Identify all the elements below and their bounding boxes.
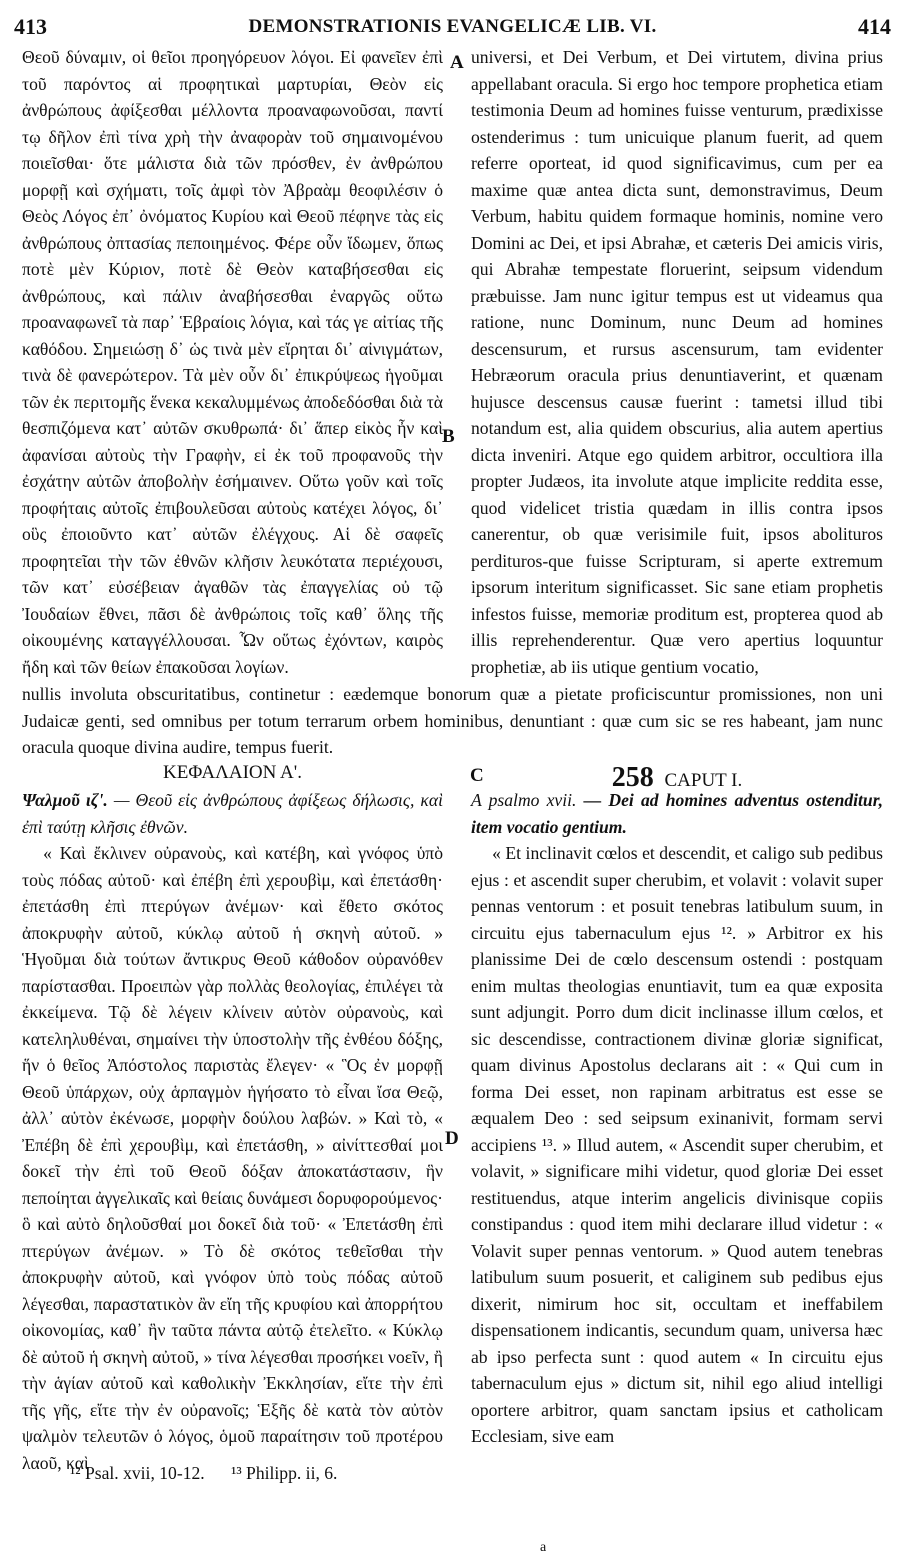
latin-full-width-paragraph: [22, 681, 883, 761]
chapter-title-greek: ΚΕΦΑΛΑΙΟΝ Α'.: [163, 762, 302, 783]
greek-commentary: « Καὶ ἔκλινεν οὐρανοὺς, καὶ κατέβη, καὶ γνόφος ὑπὸ τοὺς πόδας αὐτοῦ· καὶ ἐπέβη ἐπὶ χερουβὶμ, καὶ ἐπετάσθη· ἐπετάσθη ἐπὶ πτερύγων ἀνέμων· καὶ ἔθετο σκότος ἀποκρυφὴν αὐτοῦ, κύκλῳ αὐτοῦ ἡ σκηνὴ αὐτοῦ. » Ἡγοῦμαι διὰ τούτων ἄντικρυς Θεοῦ κάθοδον οὐρανόθεν παρίστασθαι. Προειπὼν γὰρ πολλὰς θεολογίας, ἐπιλέγει τὰ ἐκκείμενα. Τῷ δὲ λέγειν κλίνειν αὐτὸν οὐρανοὺς, καὶ κατεληλυθέναι, σημαίνει τὴν ὑποστολὴν τῆς ἐνθέου δόξης, ἥν ὁ θεῖος Ἀπόστολος παριστὰς ἔλεγεν· « Ὃς ἐν μορφῇ Θεοῦ ὑπάρχων, οὐχ ἁρπαγμὸν ἡγήσατο τὸ εἶναι ἴσα Θεῷ, ἀλλ᾽ αὑτὸν ἐκένωσε, μορφὴν δούλου λαβών. » Καὶ τὸ, « Ἐπέβη δὲ ἐπὶ χερουβὶμ, καὶ ἐπετάσθη, » αἰνίττεσθαί μοι δοκεῖ τὴν ἐπὶ τοῦ Θεοῦ δόξαν ἀποκατάστασιν, ἣν πεποίηται ἀγγελικαῖς καὶ θείαις δυνάμεσι δορυφορούμενος· ὃ καὶ αὐτὸ δηλοῦσθαί μοι δοκεῖ διὰ τοῦ· « Ἐπετάσθη ἐπὶ πτερύγων ἀνέμων. » Τὸ δὲ σκότος τεθεῖσθαι τὴν ἀποκρυφὴν αὐτοῦ, καὶ γνόφον ὑπὸ τοὺς πόδας αὐτοῦ λέγεσθαι, παραστατικὸν ἂν εἴη τῆς κρυφίου καὶ ἀπορρήτου οἰκονομίας, καθ᾽ ἣν ταῦτα πάντα αὐτῷ ἐτελεῖτο. « Κύκλῳ δὲ αὐτοῦ ἡ σκηνὴ αὐτοῦ, » τίνα λέγεσθαι προσήκει νοεῖν, ἢ τὴν ἁγίαν αὐτοῦ καὶ καθολικὴν Ἐκκλησίαν, εἴτε τὴν ἐπὶ τῆς γῆς, εἴτε τὴν ἐν οὐρανοῖς; Ἑξῆς δὲ κατὰ τὸν αὐτὸν ψαλμὸν τελευτῶν ὁ λόγος, ὁμοῦ παραίτησιν τοῦ προτέρου λαοῦ, καὶ: [22, 843, 443, 1473]
footnote-2: ¹³ Philipp. ii, 6.: [231, 1463, 338, 1483]
source-greek: Ψαλμοῦ ιζ'.: [22, 790, 108, 810]
page-number-right: 414: [857, 14, 891, 39]
footnotes: [70, 1463, 359, 1484]
chapter-summary-latin: [471, 787, 883, 840]
summary-latin: — Dei ad homines adventus ostenditur, item vocatio gentium.: [471, 790, 883, 837]
latin-column-top: [471, 44, 883, 680]
chapter-heading-greek: [22, 762, 443, 784]
footnote-1: ¹² Psal. xvii, 10-12.: [70, 1463, 205, 1483]
page-number-left: 413: [14, 14, 47, 39]
signature-mark: a: [540, 1540, 547, 1555]
greek-column-chapter: [22, 787, 443, 1476]
source-latin: A psalmo xvii.: [471, 790, 577, 810]
chapter-summary-greek: [22, 787, 443, 840]
column-number: 258: [611, 762, 654, 793]
margin-marker-a: A: [450, 52, 464, 73]
margin-marker-d: D: [445, 1128, 459, 1149]
summary-greek: — Θεοῦ εἰς ἀνθρώπους ἀφίξεως δήλωσις, καὶ ἐπὶ ταύτῃ κλῆσις ἐθνῶν.: [22, 790, 444, 837]
running-header: [14, 12, 891, 42]
latin-full-text: nullis involuta obscuritatibus, continetur : eædemque bonorum quæ a pietate proficiscuntur promissiones, non uni Judaicæ genti, sed omnibus per totum terrarum orbem hominibus, denuntiant : quæ cum sic se res habeant, jam nunc oracula quoque divina audire, tempus fuerit.: [22, 684, 883, 757]
running-title: DEMONSTRATIONIS EVANGELICÆ LIB. VI.: [248, 16, 657, 37]
margin-marker-b: B: [442, 426, 455, 447]
greek-column-top: [22, 44, 443, 680]
latin-column-chapter: [471, 787, 883, 1450]
latin-paragraph: universi, et Dei Verbum, et Dei virtutem, divina prius appellabant oracula. Si ergo hoc tempore prophetica etiam testimonia Deum ad homines fuisse venturum, prædixisse ostenderimus : tum unicuique planum fuerit, ad quem referre oporteat, id quod significavimus, cum per ea maxime quæ antea dicta sunt, demonstravimus, Deum Verbum, habitu quidem formaque hominis, nomine vero Domini ac Dei, et ipsi Abrahæ, et cæteris Dei amicis viris, qui Abrahæ tempestate floruerint, seipsum videndum præbuisse. Jam nunc igitur tempus est ut videamus qua ratione, nunc Dominum, nunc Deum ad homines descensurum, et rursus ascensurum, tam evidenter Hebræorum oracula prius denuntiaverint, et quænam hujusce descensus causæ fuerint : tametsi illud tibi notandum est, alia quidem obscurius, alia autem apertius dicta inveniri. Atque ego quidem arbitror, occultiora illa propter Judæos, ita involute atque implicite reddita esse, quod videlicet tristia quædam in illis contra ipsos canerentur, ob quæ verisimile fuit, ipsos abolituros perdituros-que fuisse Scripturam, si aperte extremum ipsorum interitum significasset. Sic sane etiam prophetis infestos fuisse, memoriæ proditum est, propterea quod ab illis reprehenderentur. Quæ vero apertius loquuntur prophetiæ, ab iis utique gentium vocatio,: [471, 47, 883, 677]
greek-paragraph: Θεοῦ δύναμιν, οἱ θεῖοι προηγόρευον λόγοι. Εἰ φανεῖεν ἐπὶ τοῦ παρόντος αἱ προφητικαὶ μαρτυρίαι, Θεὸν εἰς ἀνθρώπους ἀφίξεσθαι μέλλοντα προαναφωνοῦσαι, παντί τῳ δῆλον ἐπὶ τίνα χρὴ τὴν ἀναφορὰν τοῦ σημαινομένου ποιεῖσθαι· ὅτε μάλιστα διὰ τῶν πρόσθεν, ἐν ἀνθρώπου μορφῇ καὶ σχήματι, τοῖς ἀμφὶ τὸν Ἀβραὰμ θεοφιλέσιν ὁ Θεὸς Λόγος ἐπ᾽ ὀνόματος Κυρίου καὶ Θεοῦ πέφηνε τὰς εἰς ἀνθρώπους ὀπτασίας πεποιημένος. Φέρε οὖν ἴδωμεν, ὅπως ποτὲ μὲν Κύριον, ποτὲ δὲ Θεὸν καταβήσεσθαι εἰς ἀνθρώπους, καὶ πάλιν ἀναβήσεσθαι ἐναργῶς οὕτω προαναφωνεῖ τὰ παρ᾽ Ἑβραίοις λόγια, καὶ τάς γε αἰτίας τῆς καθόδου. Σημειώσῃ δ᾽ ὡς τινὰ μὲν εἴρηται δι᾽ αἰνιγμάτων, τινὰ δὲ φανερώτερον. Τὰ μὲν οὖν δι᾽ ἐπικρύψεως ἡγοῦμαι τῶν ἐκ περιτομῆς ἕνεκα κεκαλυμμένως ἀποδεδόσθαι διὰ τὰ θεσπιζόμενα κατ᾽ αὐτῶν σκυθρωπά· δι᾽ ἅπερ εἰκὸς ἦν καὶ ἀφανίσαι αὐτοὺς τὴν Γραφὴν, εἰ ἐκ τοῦ προφανοῦς τὴν ἐσχάτην αὐτῶν ἀποβολὴν ἐσήμαινεν. Οὕτω γοῦν καὶ τοῖς προφήταις αὐτοῖς ἐπιβουλεῦσαι αὐτοὺς κατέχει λόγος, δι᾽ οὓς ἐποιοῦντο κατ᾽ αὐτῶν ἐλέγχους. Αἱ δὲ σαφεῖς προφητεῖαι τὴν τῶν ἐθνῶν κλῆσιν λευκότατα περιέχουσι, τῶν κατ᾽ εὐσέβειαν ἀγαθῶν τὰς ἐπαγγελίας οὐ τῷ Ἰουδαίων ἔθνει, πᾶσι δὲ ἀνθρώποις τοῖς καθ᾽ ὅλης τῆς οἰκουμένης καταγγέλλουσαι. Ὧν οὕτως ἐχόντων, καιρὸς ἤδη καὶ τῶν θείων ἐπακοῦσαι λογίων.: [22, 47, 443, 677]
margin-marker-c: C: [470, 765, 484, 786]
chapter-title-latin: CAPUT I.: [664, 770, 743, 791]
latin-commentary: « Et inclinavit cœlos et descendit, et caligo sub pedibus ejus : et ascendit super cherubim, et volavit : volavit super pennas ventorum : et posuit tenebras latibulum suum, in circuitu ejus tabernaculum ejus ¹². » Arbitror ex his planissime Dei de cœlo descensum ostendi : postquam enim multas theologias enuntiavit, tum ea quæ exposita sunt adjungit. Porro dum dicit inclinasse illum cœlos, et sic descendisse, contractionem divinæ gloriæ significat, quam divinus Apostolus declarans ait : « Qui cum in forma Dei esset, non rapinam arbitratus est esse se æqualem Deo : sed seipsum exinanivit, formam servi accipiens ¹³. » Illud autem, « Ascendit super cherubim, et volavit, » significare mihi videtur, quod gloriæ Dei esset restituendus, atque interim angelicis divinisque copiis constipandus : quod item mihi declarare illud videtur : « Volavit super pennas ventorum. » Quod autem tenebras latibulum suum posuerit, et caliginem sub pedibus ejus dixerit, nimirum hoc sit, occultam et ineffabilem dispensationem indicantis, secundum quam, universa hæc ab ipso perfecta sunt : quod autem « In circuitu ejus tabernaculum ejus » dictum sit, nihil ego aliud intelligi oportere arbitror, quam sanctam ipsius et catholicam Ecclesiam, sive eam: [471, 843, 883, 1446]
